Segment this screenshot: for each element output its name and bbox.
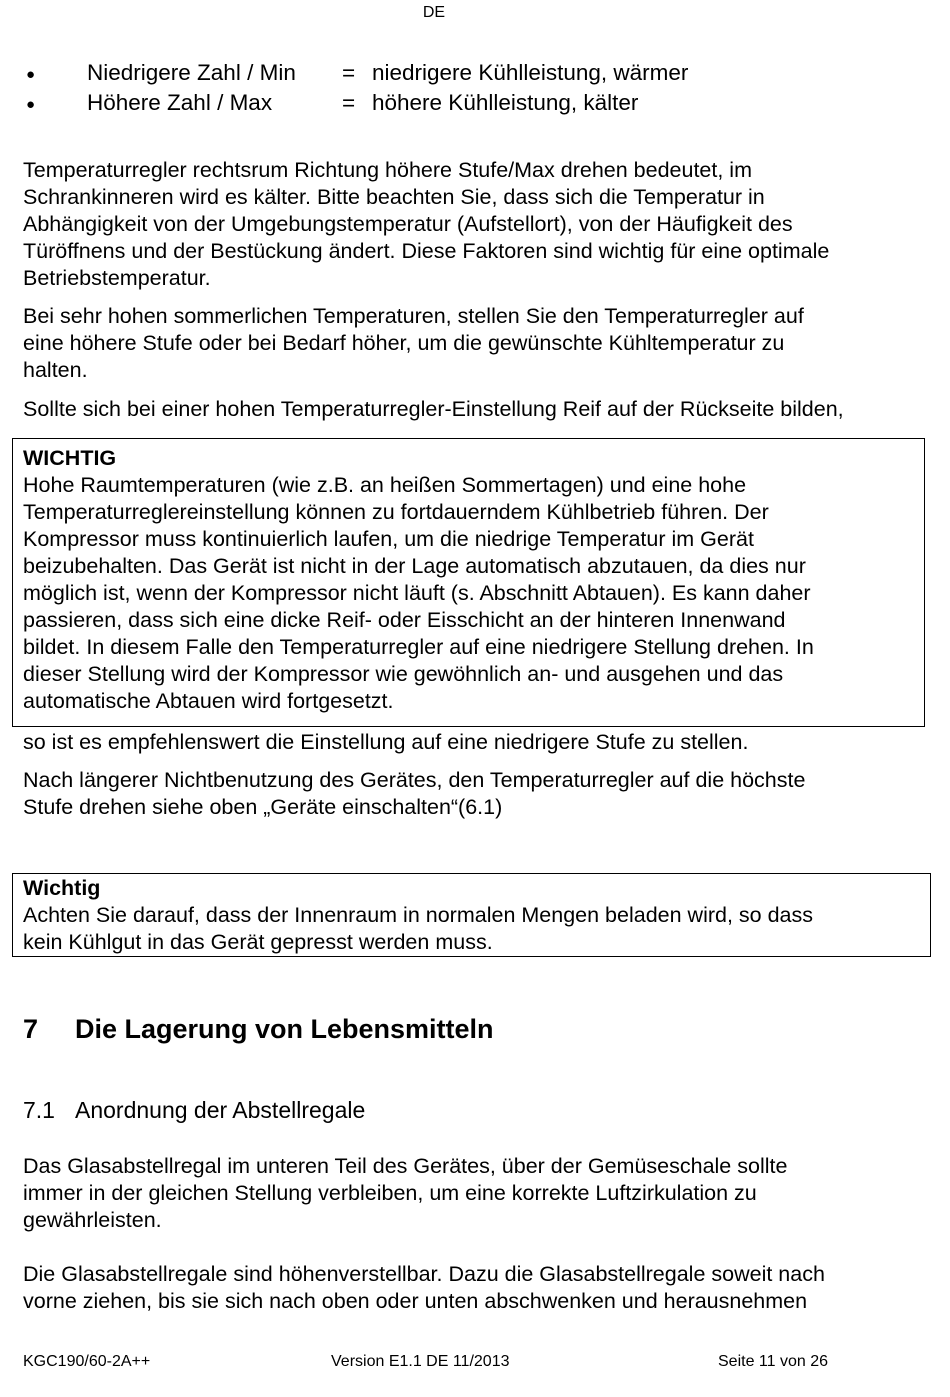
paragraph-line: Das Glasabstellregal im unteren Teil des Gerätes, über der Gemüseschale sollte [23,1154,788,1178]
paragraph-line: Türöffnens und der Bestückung ändert. Diese Faktoren sind wichtig für eine optimale [23,239,830,263]
paragraph-line: Abhängigkeit von der Umgebungstemperatur (Aufstellort), von der Häufigkeit des [23,212,793,236]
notice-line: Hohe Raumtemperaturen (wie z.B. an heißen Sommertagen) und eine hohe [23,473,747,497]
paragraph-line: so ist es empfehlenswert die Einstellung auf eine niedrigere Stufe zu stellen. [23,730,749,754]
notice-line: beizubehalten. Das Gerät ist nicht in der Lage automatisch abzutauen, da dies nur [23,554,806,578]
paragraph-line: Temperaturregler rechtsrum Richtung höhere Stufe/Max drehen bedeutet, im [23,158,752,182]
paragraph-line: eine höhere Stufe oder bei Bedarf höher, um die gewünschte Kühltemperatur zu [23,331,785,355]
notice-line: Kompressor muss kontinuierlich laufen, um die niedrige Temperatur im Gerät [23,527,754,551]
legend-eq-2: = [342,90,356,115]
paragraph-line: gewährleisten. [23,1208,162,1232]
notice-line: möglich ist, wenn der Kompressor nicht läuft (s. Abschnitt Abtauen). Es kann daher [23,581,811,605]
language-code: DE [422,4,446,21]
footer-page-number: Seite 11 von 26 [718,1353,829,1370]
bullet-icon: ● [26,96,36,113]
footer-version: Version E1.1 DE 11/2013 [331,1353,510,1370]
paragraph-line: Betriebstemperatur. [23,266,211,290]
bullet-icon: ● [26,66,36,83]
notice-line: passieren, dass sich eine dicke Reif- oder Eisschicht an der hinteren Innenwand [23,608,786,632]
paragraph-line: Bei sehr hohen sommerlichen Temperaturen, stellen Sie den Temperaturregler auf [23,304,804,328]
paragraph-line: Nach längerer Nichtbenutzung des Gerätes, den Temperaturregler auf die höchste [23,768,806,792]
paragraph-line: halten. [23,358,88,382]
legend-right-2: höhere Kühlleistung, kälter [372,90,639,115]
section-title: Die Lagerung von Lebensmitteln [75,1014,494,1044]
paragraph-line: Stufe drehen siehe oben „Geräte einschalten“(6.1) [23,795,503,819]
notice-line: dieser Stellung wird der Kompressor wie gewöhnlich an- und ausgehen und das [23,662,784,686]
notice-title: Wichtig [23,876,101,900]
paragraph-line: immer in der gleichen Stellung verbleiben, um eine korrekte Luftzirkulation zu [23,1181,757,1205]
subsection-number: 7.1 [23,1097,55,1123]
subsection-title: Anordnung der Abstellregale [75,1097,366,1123]
important-notice-title: WICHTIG [23,446,117,470]
paragraph-line: Die Glasabstellregale sind höhenverstellbar. Dazu die Glasabstellregale soweit nach [23,1262,825,1286]
notice-line: Achten Sie darauf, dass der Innenraum in normalen Mengen beladen wird, so dass [23,903,813,927]
legend-left-2: Höhere Zahl / Max [87,90,273,115]
notice-line: kein Kühlgut in das Gerät gepresst werden muss. [23,930,493,954]
notice-line: bildet. In diesem Falle den Temperaturregler auf eine niedrigere Stellung drehen. In [23,635,814,659]
footer-model: KGC190/60-2A++ [23,1353,151,1370]
paragraph-line: Sollte sich bei einer hohen Temperaturregler-Einstellung Reif auf der Rückseite bilden, [23,397,844,421]
notice-line: Temperaturreglereinstellung können zu fortdauerndem Kühlbetrieb führen. Der [23,500,769,524]
legend-right-1: niedrigere Kühlleistung, wärmer [372,60,689,85]
notice-line: automatische Abtauen wird fortgesetzt. [23,689,394,713]
section-number: 7 [23,1014,39,1044]
paragraph-line: Schrankinneren wird es kälter. Bitte beachten Sie, dass sich die Temperatur in [23,185,765,209]
legend-left-1: Niedrigere Zahl / Min [87,60,296,85]
legend-eq-1: = [342,60,356,85]
paragraph-line: vorne ziehen, bis sie sich nach oben oder unten abschwenken und herausnehmen [23,1289,808,1313]
